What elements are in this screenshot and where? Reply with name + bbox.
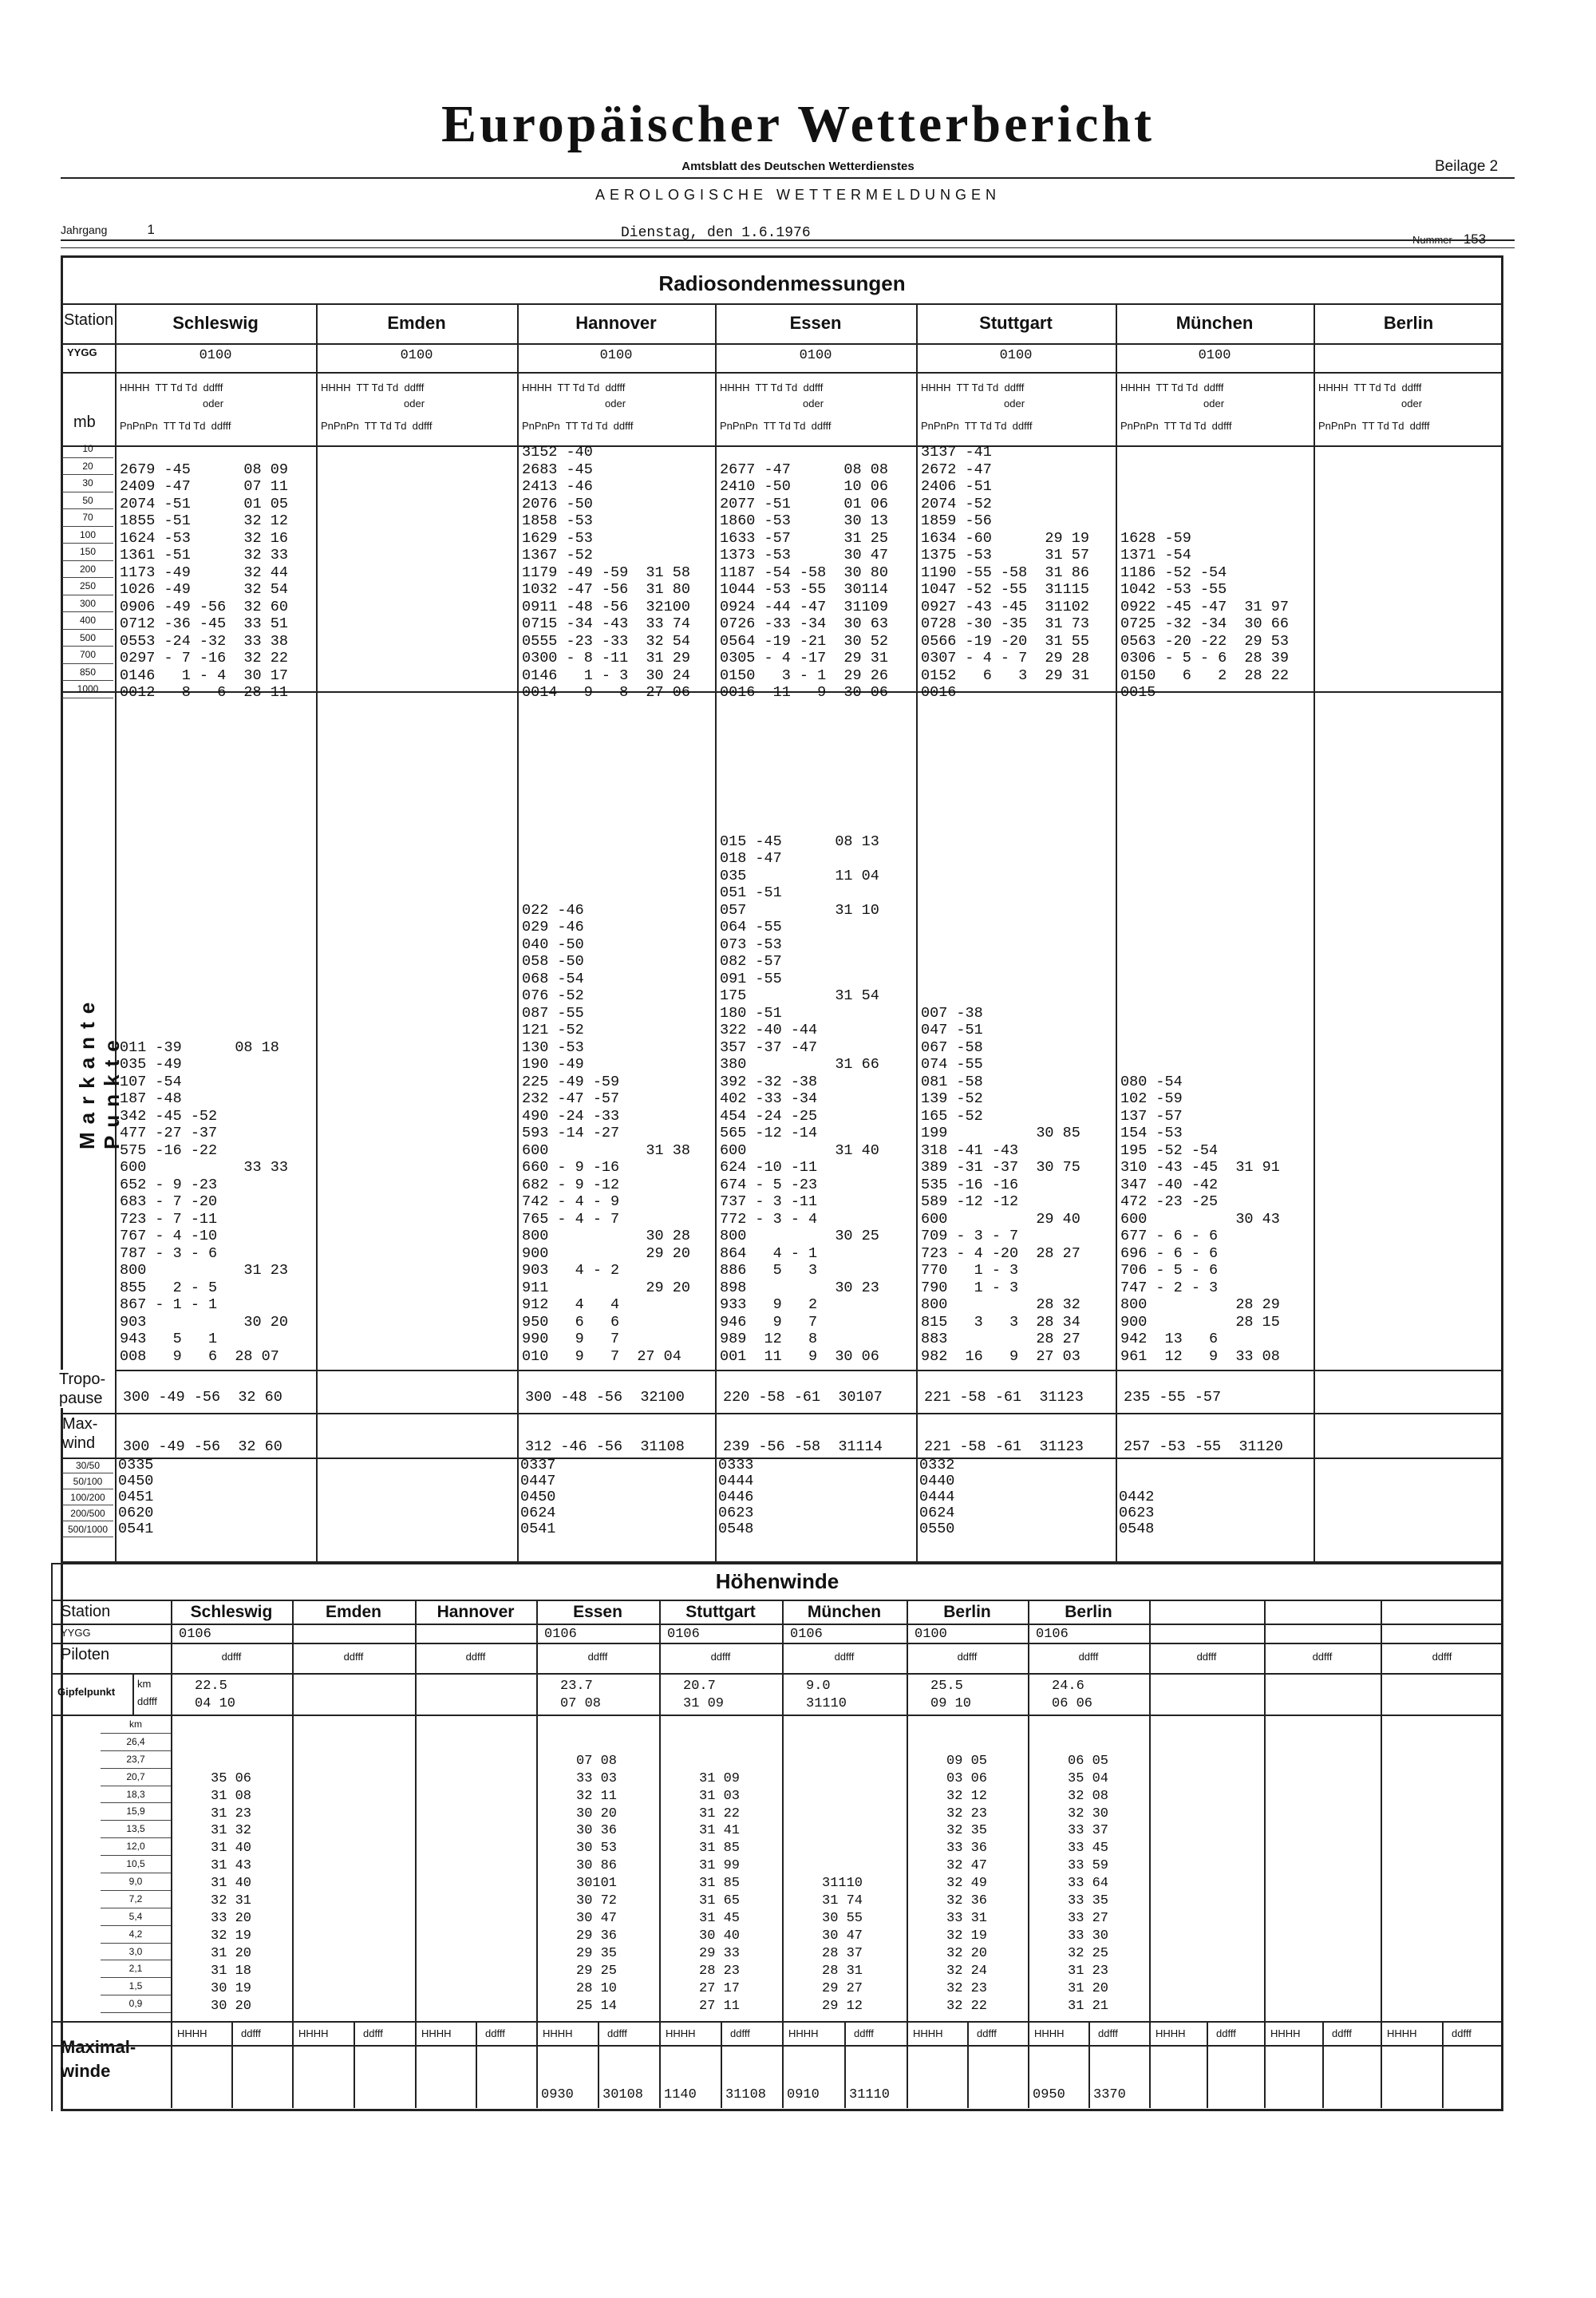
hw-ddfff-header: ddfff bbox=[465, 1651, 486, 1663]
station-label: Station bbox=[64, 311, 114, 329]
station-yygg: 0100 bbox=[799, 348, 832, 363]
km-level: 9,0 bbox=[101, 1873, 171, 1891]
column-header: PnPnPn TT Td Td ddfff bbox=[720, 420, 832, 432]
standard-levels-data: 2677 -47 08 08 2410 -50 10 06 2077 -51 01 06 1860 -53 30 13 1633 -57 31 25 1373 -53 30 47 1187 -54 -58 30 80 1044 -53 -55 30114 0924 -44 -47 31109 0726 -33 -34 30 63 0564 -19 -21 30 52 0305 - 4 -17 29 31 0150 3 - 1 29 26 0016 11 9 30 06 bbox=[720, 461, 888, 701]
gipfel-label: Gipfelpunkt bbox=[57, 1686, 116, 1698]
standard-levels-data: 3152 -40 2683 -45 2413 -46 2076 -50 1858 -53 1629 -53 1367 -52 1179 -49 -59 31 58 1032 -47 -56 31 80 0911 -48 -56 32100 0715 -34 -43 33 74 0555 -23 -33 32 54 0300 - 8 -11 31 29 0146 1 - 3 30 24 0014 9 8 27 06 bbox=[522, 444, 690, 701]
km-level: 15,9 bbox=[101, 1803, 171, 1821]
rule bbox=[415, 1600, 417, 2108]
hw-ddfff-header: ddfff bbox=[710, 1651, 731, 1663]
hhhh-header: HHHH bbox=[788, 2027, 819, 2039]
rule bbox=[171, 1600, 172, 2108]
rule bbox=[231, 2021, 233, 2108]
km-level: 0,9 bbox=[101, 1995, 171, 2013]
hhhh-header: HHHH bbox=[421, 2027, 452, 2039]
rule bbox=[659, 1600, 661, 2108]
hhhh-header: HHHH bbox=[543, 2027, 573, 2039]
station-yygg: 0100 bbox=[199, 348, 232, 363]
rule bbox=[51, 1643, 1503, 1644]
column-header: HHHH TT Td Td ddfff bbox=[1120, 382, 1224, 394]
maxwind-hhhh: 0930 bbox=[541, 2087, 574, 2102]
hw-station-name: Emden bbox=[325, 1603, 381, 1621]
pressure-level: 250 bbox=[62, 578, 113, 595]
km-level: 2,1 bbox=[101, 1960, 171, 1978]
header-rule bbox=[61, 177, 1515, 179]
page-subtitle: Amtsblatt des Deutschen Wetterdienstes bbox=[681, 160, 915, 173]
km-level: 5,4 bbox=[101, 1908, 171, 1926]
hw-ddfff-header: ddfff bbox=[1196, 1651, 1217, 1663]
rule bbox=[967, 2021, 969, 2108]
rule bbox=[51, 1600, 1503, 1601]
hw-yygg: 0100 bbox=[915, 1627, 947, 1642]
hw-ddfff-header: ddfff bbox=[343, 1651, 364, 1663]
column-header: HHHH TT Td Td ddfff bbox=[120, 382, 223, 394]
rule bbox=[51, 1715, 1503, 1716]
gipfel-km: 9.0 bbox=[806, 1679, 831, 1694]
nummer-value: 153 bbox=[1463, 231, 1487, 247]
km-level: 23,7 bbox=[101, 1751, 171, 1769]
km-level: 1,5 bbox=[101, 1978, 171, 1995]
column-header: PnPnPn TT Td Td ddfff bbox=[921, 420, 1033, 432]
column-header: PnPnPn TT Td Td ddfff bbox=[522, 420, 634, 432]
rule bbox=[354, 2021, 355, 2108]
markante-label: Markante Punkte bbox=[75, 994, 124, 1149]
pressure-level: 150 bbox=[62, 544, 113, 561]
column-header-oder: oder bbox=[1203, 398, 1225, 409]
layer-label: 500/1000 bbox=[62, 1521, 113, 1537]
km-level: 10,5 bbox=[101, 1856, 171, 1873]
layer-label: 50/100 bbox=[62, 1473, 113, 1489]
rule bbox=[721, 2021, 722, 2108]
layer-labels bbox=[62, 1458, 113, 1537]
station-yygg: 0100 bbox=[1198, 348, 1231, 363]
column-header: HHHH TT Td Td ddfff bbox=[1318, 382, 1422, 394]
gipfel-ddfff: 06 06 bbox=[1052, 1696, 1093, 1711]
hw-winds: 31 09 31 03 31 22 31 41 31 85 31 99 31 85 31 65 31 45 30 40 29 33 28 23 27 17 27 11 bbox=[699, 1770, 741, 2014]
tropopause-data: 221 -58 -61 31123 bbox=[924, 1389, 1084, 1406]
gipfel-km: 24.6 bbox=[1052, 1679, 1084, 1694]
layer-data: 0333 0444 0446 0623 0548 bbox=[718, 1457, 754, 1537]
section-heading: AEROLOGISCHE WETTERMELDUNGEN bbox=[595, 187, 1001, 203]
layer-label: 100/200 bbox=[62, 1489, 113, 1505]
rule bbox=[1442, 2021, 1444, 2108]
rule bbox=[51, 1563, 1503, 1564]
rule bbox=[1028, 1600, 1029, 2108]
hw-winds: 31110 31 74 30 55 30 47 28 37 28 31 29 27 29 12 bbox=[822, 1876, 863, 2014]
ddfff-header: ddfff bbox=[1216, 2027, 1236, 2039]
layer-data: 0442 0623 0548 bbox=[1119, 1489, 1155, 1537]
maxwind-hhhh: 1140 bbox=[664, 2087, 697, 2102]
station-name: Stuttgart bbox=[979, 313, 1053, 333]
rule bbox=[1149, 1600, 1151, 2108]
rule bbox=[476, 2021, 477, 2108]
gipfel-ddfff-label: ddfff bbox=[137, 1695, 157, 1707]
gipfel-km: 22.5 bbox=[195, 1679, 227, 1694]
hhhh-header: HHHH bbox=[666, 2027, 696, 2039]
hw-station-name: München bbox=[807, 1603, 882, 1621]
ddfff-header: ddfff bbox=[730, 2027, 750, 2039]
layer-label: 200/500 bbox=[62, 1505, 113, 1521]
layer-data: 0335 0450 0451 0620 0541 bbox=[118, 1457, 154, 1537]
rule bbox=[61, 343, 1503, 345]
rule bbox=[61, 372, 1503, 374]
gipfel-km: 23.7 bbox=[560, 1679, 593, 1694]
ddfff-header: ddfff bbox=[1452, 2027, 1472, 2039]
tropopause-data: 220 -58 -61 30107 bbox=[723, 1389, 883, 1406]
hw-winds: 07 08 33 03 32 11 30 20 30 36 30 53 30 86 30101 30 72 30 47 29 36 29 35 29 25 28 10 25 14 bbox=[576, 1753, 618, 2014]
rule bbox=[916, 303, 918, 1561]
hw-ddfff-header: ddfff bbox=[834, 1651, 855, 1663]
hw-ddfff-header: ddfff bbox=[1312, 1651, 1333, 1663]
rule bbox=[1322, 2021, 1324, 2108]
markante-data: 080 -54 102 -59 137 -57 154 -53 195 -52 -54 310 -43 -45 31 91 347 -40 -42 472 -23 -25 600 30 43 677 - 6 - 6 696 - 6 - 6 706 - 5 - 6 747 - 2 - 3 800 28 29 900 28 15 942 13 6 961 12 9 33 08 bbox=[1120, 1073, 1280, 1365]
rule bbox=[1088, 2021, 1090, 2108]
ddfff-header: ddfff bbox=[241, 2027, 261, 2039]
rule bbox=[715, 303, 717, 1561]
layer-label: 30/50 bbox=[62, 1458, 113, 1473]
rule bbox=[1264, 1600, 1266, 2108]
station-yygg: 0100 bbox=[400, 348, 433, 363]
hw-station-name: Essen bbox=[573, 1603, 622, 1621]
station-name: Schleswig bbox=[172, 313, 259, 333]
column-header: PnPnPn TT Td Td ddfff bbox=[1120, 420, 1232, 432]
pressure-level: 850 bbox=[62, 664, 113, 682]
tropopause-label: Tropo-pause bbox=[59, 1370, 115, 1408]
hw-yygg: 0106 bbox=[544, 1627, 577, 1642]
hw-winds: 09 05 03 06 32 12 32 23 32 35 33 36 32 47 32 49 32 36 33 31 32 19 32 20 32 24 32 23 32 22 bbox=[946, 1753, 988, 2014]
maxwind-ddfff: 31110 bbox=[849, 2087, 891, 2102]
nummer-label: Nummer bbox=[1412, 234, 1452, 246]
hhhh-header: HHHH bbox=[177, 2027, 207, 2039]
rule bbox=[61, 1370, 1503, 1371]
pressure-levels bbox=[62, 441, 113, 698]
hhhh-header: HHHH bbox=[1270, 2027, 1301, 2039]
pressure-level: 10 bbox=[62, 441, 113, 458]
gipfel-km-label: km bbox=[137, 1678, 152, 1690]
column-header: PnPnPn TT Td Td ddfff bbox=[321, 420, 433, 432]
page-title: Europäischer Wetterbericht bbox=[440, 95, 1156, 153]
hw-station-name: Stuttgart bbox=[685, 1603, 756, 1621]
column-header-oder: oder bbox=[605, 398, 626, 409]
column-header: HHHH TT Td Td ddfff bbox=[522, 382, 626, 394]
beilage-label: Beilage 2 bbox=[1435, 158, 1499, 175]
jahrgang-value: 1 bbox=[147, 222, 155, 237]
rule bbox=[292, 1600, 294, 2108]
gipfel-ddfff: 04 10 bbox=[195, 1696, 236, 1711]
gipfel-ddfff: 31 09 bbox=[683, 1696, 725, 1711]
hw-station-name: Berlin bbox=[1065, 1603, 1112, 1621]
km-level: 26,4 bbox=[101, 1734, 171, 1751]
pressure-level: 300 bbox=[62, 595, 113, 613]
rule bbox=[517, 303, 519, 1561]
pressure-level: 1000 bbox=[62, 681, 113, 698]
hhhh-header: HHHH bbox=[913, 2027, 943, 2039]
tropopause-data: 300 -48 -56 32100 bbox=[525, 1389, 685, 1406]
rule bbox=[51, 1624, 1503, 1625]
column-header: HHHH TT Td Td ddfff bbox=[921, 382, 1025, 394]
hw-station-name: Hannover bbox=[437, 1603, 515, 1621]
rule bbox=[598, 2021, 599, 2108]
km-level: km bbox=[101, 1716, 171, 1734]
km-level: 12,0 bbox=[101, 1838, 171, 1856]
header-rule-2 bbox=[61, 239, 1515, 241]
rule bbox=[844, 2021, 846, 2108]
hhhh-header: HHHH bbox=[1034, 2027, 1065, 2039]
pressure-level: 400 bbox=[62, 612, 113, 630]
hw-yygg-label: YYGG bbox=[61, 1627, 91, 1639]
rule bbox=[316, 303, 318, 1561]
column-header: PnPnPn TT Td Td ddfff bbox=[1318, 420, 1430, 432]
markante-data: 007 -38 047 -51 067 -58 074 -55 081 -58 139 -52 165 -52 199 30 85 318 -41 -43 389 -31 -37 30 75 535 -16 -16 589 -12 -12 600 29 40 709 - 3 - 7 723 - 4 -20 28 27 770 1 - 3 790 1 - 3 800 28 32 815 3 3 28 34 883 28 27 982 16 9 27 03 bbox=[921, 1004, 1080, 1365]
pressure-level: 700 bbox=[62, 647, 113, 664]
standard-levels-data: 2679 -45 08 09 2409 -47 07 11 2074 -51 01 05 1855 -51 32 12 1624 -53 32 16 1361 -51 32 33 1173 -49 32 44 1026 -49 32 54 0906 -49 -56 32 60 0712 -36 -45 33 51 0553 -24 -32 33 38 0297 - 7 -16 32 22 0146 1 - 4 30 17 0012 8 6 28 11 bbox=[120, 461, 288, 701]
km-level: 7,2 bbox=[101, 1891, 171, 1908]
station-name: Emden bbox=[387, 313, 446, 333]
jahrgang-label: Jahrgang bbox=[61, 223, 108, 236]
column-header: HHHH TT Td Td ddfff bbox=[321, 382, 425, 394]
maxwind-hhhh: 0950 bbox=[1033, 2087, 1065, 2102]
pressure-level: 500 bbox=[62, 630, 113, 647]
hw-station-name: Berlin bbox=[943, 1603, 991, 1621]
rule bbox=[1314, 303, 1315, 1561]
maxwind-ddfff: 31108 bbox=[725, 2087, 767, 2102]
column-header-oder: oder bbox=[203, 398, 224, 409]
hw-ddfff-header: ddfff bbox=[221, 1651, 242, 1663]
hw-ddfff-header: ddfff bbox=[1432, 1651, 1452, 1663]
standard-levels-data: 3137 -41 2672 -47 2406 -51 2074 -52 1859 -56 1634 -60 29 19 1375 -53 31 57 1190 -55 -58 31 86 1047 -52 -55 31115 0927 -43 -45 31102 0728 -30 -35 31 73 0566 -19 -20 31 55 0307 - 4 - 7 29 28 0152 6 3 29 31 0016 bbox=[921, 444, 1089, 701]
rule bbox=[1116, 303, 1117, 1561]
maxwind-data: 257 -53 -55 31120 bbox=[1124, 1438, 1283, 1455]
radiosonde-title: Radiosondenmessungen bbox=[658, 271, 906, 295]
mb-label: mb bbox=[73, 413, 96, 431]
station-yygg: 0100 bbox=[999, 348, 1033, 363]
gipfel-ddfff: 09 10 bbox=[930, 1696, 972, 1711]
rule bbox=[51, 2045, 1503, 2047]
km-level: 13,5 bbox=[101, 1821, 171, 1838]
markante-data: 011 -39 08 18 035 -49 107 -54 187 -48 342 -45 -52 477 -27 -37 575 -16 -22 600 33 33 652 - 9 -23 683 - 7 -20 723 - 7 -11 767 - 4 -10 787 - 3 - 6 800 31 23 855 2 - 5 867 - 1 - 1 903 30 20 943 5 1 008 9 6 28 07 bbox=[120, 1038, 288, 1365]
pressure-level: 70 bbox=[62, 509, 113, 527]
rule bbox=[61, 1413, 1503, 1414]
ddfff-header: ddfff bbox=[1098, 2027, 1118, 2039]
hw-station-name: Schleswig bbox=[190, 1603, 273, 1621]
hw-winds: 35 06 31 08 31 23 31 32 31 40 31 43 31 40 32 31 33 20 32 19 31 20 31 18 30 19 30 20 bbox=[211, 1770, 252, 2014]
yygg-label: YYGG bbox=[67, 346, 97, 358]
hhhh-header: HHHH bbox=[1156, 2027, 1186, 2039]
maxwind-ddfff: 3370 bbox=[1093, 2087, 1126, 2102]
ddfff-header: ddfff bbox=[1332, 2027, 1352, 2039]
station-name: München bbox=[1175, 313, 1254, 333]
station-name: Hannover bbox=[575, 313, 657, 333]
pressure-level: 30 bbox=[62, 475, 113, 492]
km-levels bbox=[53, 1716, 171, 2013]
hhhh-header: HHHH bbox=[298, 2027, 329, 2039]
rule bbox=[1207, 2021, 1208, 2108]
rule bbox=[132, 1673, 134, 1715]
column-header-oder: oder bbox=[404, 398, 425, 409]
km-level: 20,7 bbox=[101, 1769, 171, 1786]
markante-data: 022 -46 029 -46 040 -50 058 -50 068 -54 076 -52 087 -55 121 -52 130 -53 190 -49 225 -49 -59 232 -47 -57 490 -24 -33 593 -14 -27 600 31 38 660 - 9 -16 682 - 9 -12 742 - 4 - 9 765 - 4 - 7 800 30 28 900 29 20 903 4 - 2 911 29 20 912 4 4 950 6 6 990 9 7 010 9 7 27 04 bbox=[522, 901, 690, 1365]
maxwind-data: 221 -58 -61 31123 bbox=[924, 1438, 1084, 1455]
maxwind-data: 312 -46 -56 31108 bbox=[525, 1438, 685, 1455]
hw-station-label: Station bbox=[61, 1603, 111, 1620]
hw-piloten-label: Piloten bbox=[61, 1646, 110, 1663]
gipfel-ddfff: 07 08 bbox=[560, 1696, 602, 1711]
rule bbox=[51, 2021, 1503, 2023]
rule bbox=[51, 1673, 1503, 1675]
station-name: Berlin bbox=[1383, 313, 1434, 333]
hw-ddfff-header: ddfff bbox=[587, 1651, 608, 1663]
hw-yygg: 0106 bbox=[179, 1627, 211, 1642]
ddfff-header: ddfff bbox=[363, 2027, 383, 2039]
maxwind-data: 300 -49 -56 32 60 bbox=[123, 1438, 282, 1455]
km-level: 4,2 bbox=[101, 1926, 171, 1944]
jahrgang bbox=[61, 222, 155, 238]
maxwind-label: Max-wind bbox=[62, 1415, 98, 1452]
rule bbox=[61, 303, 1503, 305]
gipfel-km: 20.7 bbox=[683, 1679, 716, 1694]
column-header: HHHH TT Td Td ddfff bbox=[720, 382, 824, 394]
maxwind-data: 239 -56 -58 31114 bbox=[723, 1438, 883, 1455]
pressure-level: 50 bbox=[62, 492, 113, 510]
tropopause-data: 235 -55 -57 bbox=[1124, 1389, 1222, 1406]
hw-yygg: 0106 bbox=[790, 1627, 823, 1642]
station-name: Essen bbox=[789, 313, 842, 333]
gipfel-km: 25.5 bbox=[930, 1679, 963, 1694]
gipfel-ddfff: 31110 bbox=[806, 1696, 847, 1711]
station-yygg: 0100 bbox=[599, 348, 633, 363]
rule bbox=[782, 1600, 784, 2108]
column-header-oder: oder bbox=[1004, 398, 1025, 409]
ddfff-header: ddfff bbox=[977, 2027, 997, 2039]
km-level: 3,0 bbox=[101, 1944, 171, 1961]
issue-date: Dienstag, den 1.6.1976 bbox=[621, 225, 811, 241]
rule bbox=[61, 1458, 1503, 1459]
column-header-oder: oder bbox=[1401, 398, 1423, 409]
hw-winds: 06 05 35 04 32 08 32 30 33 37 33 45 33 59 33 64 33 35 33 27 33 30 32 25 31 23 31 20 31 21 bbox=[1068, 1753, 1109, 2014]
hw-yygg: 0106 bbox=[667, 1627, 700, 1642]
layer-data: 0332 0440 0444 0624 0550 bbox=[919, 1457, 955, 1537]
markante-data: 015 -45 08 13 018 -47 035 11 04 051 -51 057 31 10 064 -55 073 -53 082 -57 091 -55 175 31 54 180 -51 322 -40 -44 357 -37 -47 380 31 66 392 -32 -38 402 -33 -34 454 -24 -25 565 -12 -14 600 31 40 624 -10 -11 674 - 5 -23 737 - 3 -11 772 - 3 - 4 800 30 25 864 4 - 1 886 5 3 898 30 23 933 9 2 946 9 7 989 12 8 001 11 9 30 06 bbox=[720, 833, 879, 1365]
km-level: 18,3 bbox=[101, 1786, 171, 1804]
hhhh-header: HHHH bbox=[1387, 2027, 1417, 2039]
hw-ddfff-header: ddfff bbox=[1078, 1651, 1099, 1663]
ddfff-header: ddfff bbox=[485, 2027, 505, 2039]
rule bbox=[536, 1600, 538, 2108]
tropopause-data: 300 -49 -56 32 60 bbox=[123, 1389, 282, 1406]
rule bbox=[1381, 1600, 1382, 2108]
pressure-level: 100 bbox=[62, 527, 113, 544]
maxwinde-label: Maximal-winde bbox=[61, 2037, 136, 2081]
rule bbox=[907, 1600, 908, 2108]
header-rule-3 bbox=[61, 247, 1515, 248]
column-header-oder: oder bbox=[803, 398, 824, 409]
hw-yygg: 0106 bbox=[1036, 1627, 1069, 1642]
pressure-level: 200 bbox=[62, 561, 113, 579]
layer-data: 0337 0447 0450 0624 0541 bbox=[520, 1457, 556, 1537]
column-header: PnPnPn TT Td Td ddfff bbox=[120, 420, 231, 432]
maxwind-ddfff: 30108 bbox=[602, 2087, 644, 2102]
hw-ddfff-header: ddfff bbox=[957, 1651, 978, 1663]
standard-levels-data: 1628 -59 1371 -54 1186 -52 -54 1042 -53 -55 0922 -45 -47 31 97 0725 -32 -34 30 66 0563 -20 -22 29 53 0306 - 5 - 6 28 39 0150 6 2 28 22 0015 bbox=[1120, 529, 1289, 701]
maxwind-hhhh: 0910 bbox=[787, 2087, 820, 2102]
ddfff-header: ddfff bbox=[854, 2027, 874, 2039]
hoehenwinde-title: Höhenwinde bbox=[715, 1569, 839, 1593]
ddfff-header: ddfff bbox=[607, 2027, 627, 2039]
pressure-level: 20 bbox=[62, 458, 113, 476]
